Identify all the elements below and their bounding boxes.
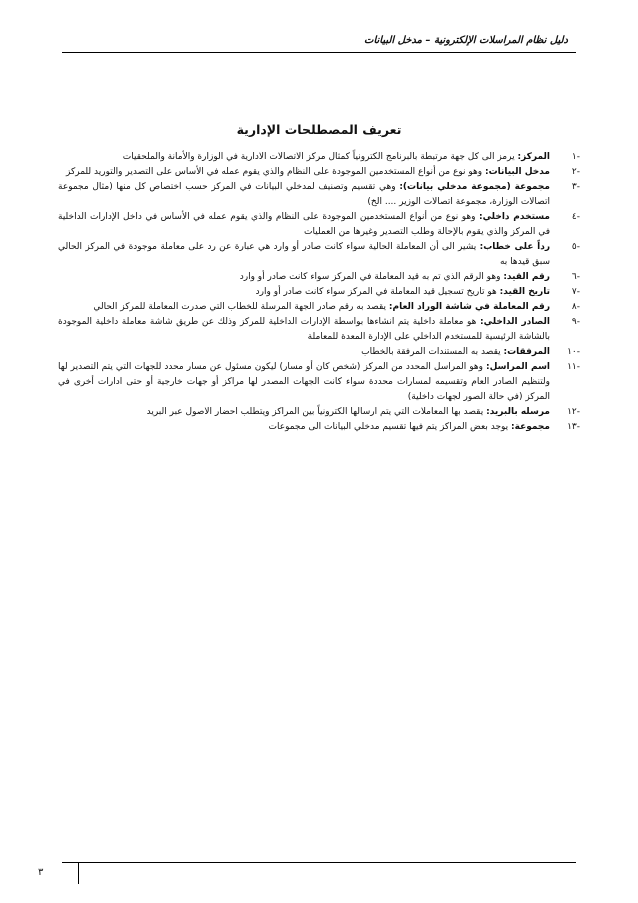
- page-number: ٣: [38, 867, 44, 878]
- term-item: [58, 285, 580, 300]
- term-item: [58, 165, 580, 180]
- term-number: -٨: [571, 302, 580, 312]
- header-title: دليل نظام المراسلات الإلكترونية – مدخل البيانات: [364, 35, 568, 46]
- term-definition: وهو نوع من أنواع المستخدمين الموجودة على النظام والذي يقوم عمله في الأساس في داخل الإدارات الداخلية في المركز والذي يقوم بالإحالة وطلب التصدير وغيرها من العمليات: [58, 212, 550, 237]
- term-name: مجموعة (مجموعة مدخلي بيانات):: [399, 182, 550, 192]
- term-number: -١: [571, 152, 580, 162]
- term-name: مجموعة:: [511, 422, 550, 432]
- term-definition: يقصد به رقم صادر الجهة المرسلة للخطاب التي صدرت المعاملة للمركز الحالي: [93, 302, 387, 312]
- term-definition: يوجد بعض المراكز يتم فيها تقسيم مدخلي البيانات الى مجموعات: [268, 422, 509, 432]
- term-number: -٤: [571, 212, 580, 222]
- term-name: المركز:: [517, 152, 550, 162]
- term-number: -١٢: [567, 407, 580, 417]
- term-definition: يقصد به المستندات المرفقة بالخطاب: [361, 347, 501, 357]
- term-definition: يقصد بها المعاملات التي يتم ارسالها الكترونياً بين المراكز ويتطلب احضار الاصول عبر البريد: [146, 407, 484, 417]
- term-item: [58, 345, 580, 360]
- term-name: المرفقات:: [503, 347, 550, 357]
- term-name: الصادر الداخلي:: [480, 317, 550, 327]
- section-title: تعريف المصطلحات الإدارية: [236, 122, 402, 137]
- term-definition: وهو المراسل المحدد من المركز (شخص كان أو مسار) ليكون مسئول عن مسار محدد للجهات التي يتم التصدير لها ولتنظيم الصادر العام وتقسيمه لمسارات محددة سواء كانت الجهات المصدر لها مراكز أو جهات خارجية أو حتى ادارات أخرى في المركز (في حالة الصور لجهات داخلية): [58, 362, 550, 402]
- terms-list: [58, 150, 580, 435]
- term-name: مستخدم داخلي:: [478, 212, 550, 222]
- term-item: [58, 180, 580, 210]
- term-name: مدخل البيانات:: [484, 167, 550, 177]
- term-number: -٩: [571, 317, 580, 327]
- header-divider: [62, 52, 576, 53]
- term-item: [58, 210, 580, 240]
- term-number: -١٣: [567, 422, 580, 432]
- page-number-box: [20, 862, 79, 884]
- term-item: [58, 270, 580, 285]
- term-definition: وهي تقسيم وتصنيف لمدخلي البيانات في المركز حسب اختصاص كل منها (مثال مجموعة اتصالات الوزارة، مجموعة اتصالات الوزير .... الخ): [58, 182, 550, 207]
- term-number: -٧: [571, 287, 580, 297]
- term-definition: يرمز الى كل جهة مرتبطة بالبرنامج الكترونياً كمثال مركز الاتصالات الادارية في الوزارة والأمانة والملحقيات: [122, 152, 515, 162]
- term-definition: وهو الرقم الذي تم به قيد المعاملة في المركز سواء كانت صادر أو وارد: [239, 272, 501, 282]
- term-name: رقم المعاملة في شاشة الوراد العام:: [388, 302, 550, 312]
- footer-divider: [62, 862, 576, 863]
- term-number: -٦: [571, 272, 580, 282]
- term-item: [58, 240, 580, 270]
- term-definition: هو معاملة داخلية يتم انشاءها بواسطة الإدارات الداخلية للمركز وذلك عن طريق شاشة معاملة داخلية الموجودة بالشاشة الرئيسية للمستخدم الداخلي على الإدارة المعدة للمعاملة: [58, 317, 550, 342]
- term-item: [58, 405, 580, 420]
- term-name: رقم القيد:: [503, 272, 550, 282]
- term-number: -٣: [571, 182, 580, 192]
- term-number: -١١: [567, 362, 580, 372]
- term-number: -٢: [571, 167, 580, 177]
- term-definition: وهو نوع من أنواع المستخدمين الموجودة على النظام والذي يقوم عمله في الأساس على التصدير والتوريد للمركز: [66, 167, 483, 177]
- term-item: [58, 315, 580, 345]
- term-definition: يشير الى أن المعاملة الحالية سواء كانت صادر أو وارد هي عبارة عن رد على معاملة موجودة في المركز الحالي سبق قيدها به: [58, 242, 550, 267]
- term-item: [58, 150, 580, 165]
- term-number: -٥: [571, 242, 580, 252]
- term-item: [58, 360, 580, 405]
- term-name: رداً على خطاب:: [479, 242, 550, 252]
- term-name: تاريخ القيد:: [499, 287, 550, 297]
- term-definition: هو تاريخ تسجيل قيد المعاملة في المركز سواء كانت صادر أو وارد: [255, 287, 497, 297]
- term-name: مرسله بالبريد:: [486, 407, 550, 417]
- term-item: [58, 420, 580, 435]
- term-item: [58, 300, 580, 315]
- term-number: -١٠: [567, 347, 580, 357]
- term-name: اسم المراسل:: [486, 362, 551, 372]
